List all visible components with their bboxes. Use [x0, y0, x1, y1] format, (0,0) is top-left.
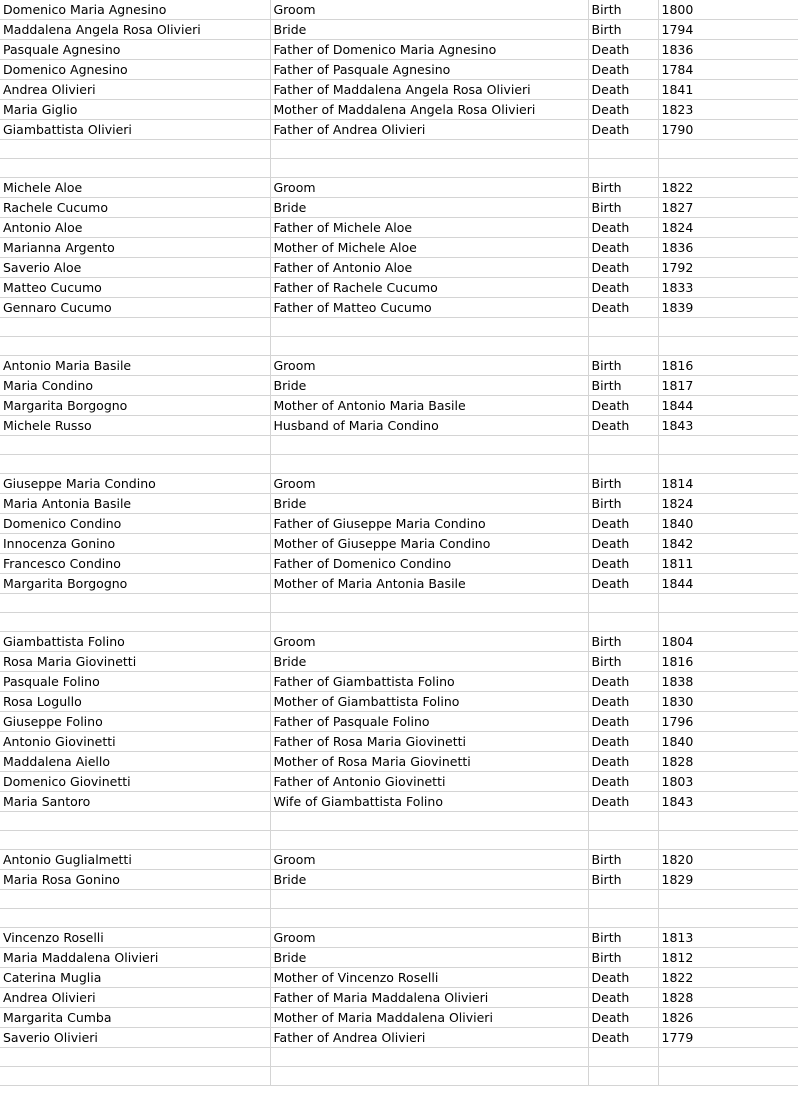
- name-cell[interactable]: Maria Giglio: [0, 100, 270, 120]
- event-cell[interactable]: Death: [588, 732, 658, 752]
- name-cell[interactable]: [0, 140, 270, 159]
- relation-cell[interactable]: Groom: [270, 632, 588, 652]
- table-row: [0, 1048, 798, 1067]
- name-cell[interactable]: Maria Maddalena Olivieri: [0, 948, 270, 968]
- event-cell[interactable]: Birth: [588, 632, 658, 652]
- relation-cell[interactable]: Father of Andrea Olivieri: [270, 120, 588, 140]
- relation-cell[interactable]: [270, 140, 588, 159]
- event-cell[interactable]: Death: [588, 534, 658, 554]
- table-row: [0, 792, 798, 812]
- year-cell[interactable]: 1826: [658, 1008, 798, 1028]
- name-cell[interactable]: Innocenza Gonino: [0, 534, 270, 554]
- year-cell[interactable]: 1841: [658, 80, 798, 100]
- table-row: [0, 928, 798, 948]
- relation-cell[interactable]: Father of Giambattista Folino: [270, 672, 588, 692]
- table-row: [0, 870, 798, 890]
- event-cell[interactable]: [588, 337, 658, 356]
- event-cell[interactable]: Death: [588, 988, 658, 1008]
- name-cell[interactable]: [0, 890, 270, 909]
- relation-cell[interactable]: Groom: [270, 850, 588, 870]
- year-cell[interactable]: 1844: [658, 396, 798, 416]
- year-cell[interactable]: 1843: [658, 792, 798, 812]
- name-cell[interactable]: Margarita Borgogno: [0, 574, 270, 594]
- table-row: [0, 812, 798, 831]
- relation-cell[interactable]: [270, 909, 588, 928]
- year-cell[interactable]: 1823: [658, 100, 798, 120]
- table-row: [0, 594, 798, 613]
- table-row: [0, 337, 798, 356]
- name-cell[interactable]: Maria Santoro: [0, 792, 270, 812]
- year-cell[interactable]: [658, 337, 798, 356]
- relation-cell[interactable]: Father of Rosa Maria Giovinetti: [270, 732, 588, 752]
- table-row: [0, 140, 798, 159]
- table-row: [0, 318, 798, 337]
- year-cell[interactable]: [658, 159, 798, 178]
- year-cell[interactable]: [658, 318, 798, 337]
- relation-cell[interactable]: Bride: [270, 494, 588, 514]
- name-cell[interactable]: Margarita Borgogno: [0, 396, 270, 416]
- relation-cell[interactable]: Mother of Giuseppe Maria Condino: [270, 534, 588, 554]
- name-cell[interactable]: Michele Aloe: [0, 178, 270, 198]
- year-cell[interactable]: 1822: [658, 968, 798, 988]
- event-cell[interactable]: Birth: [588, 0, 658, 20]
- name-cell[interactable]: [0, 909, 270, 928]
- year-cell[interactable]: 1800: [658, 0, 798, 20]
- table-row: [0, 890, 798, 909]
- name-cell[interactable]: Giuseppe Maria Condino: [0, 474, 270, 494]
- name-cell[interactable]: Rosa Maria Giovinetti: [0, 652, 270, 672]
- year-cell[interactable]: 1830: [658, 692, 798, 712]
- event-cell[interactable]: Death: [588, 238, 658, 258]
- year-cell[interactable]: 1811: [658, 554, 798, 574]
- name-cell[interactable]: Caterina Muglia: [0, 968, 270, 988]
- event-cell[interactable]: Death: [588, 1008, 658, 1028]
- year-cell[interactable]: 1838: [658, 672, 798, 692]
- relation-cell[interactable]: Father of Michele Aloe: [270, 218, 588, 238]
- event-cell[interactable]: [588, 594, 658, 613]
- table-row: [0, 1008, 798, 1028]
- relation-cell[interactable]: Groom: [270, 928, 588, 948]
- table-row: [0, 60, 798, 80]
- year-cell[interactable]: 1820: [658, 850, 798, 870]
- year-cell[interactable]: 1833: [658, 278, 798, 298]
- relation-cell[interactable]: Father of Antonio Aloe: [270, 258, 588, 278]
- name-cell[interactable]: Giuseppe Folino: [0, 712, 270, 732]
- relation-cell[interactable]: Father of Andrea Olivieri: [270, 1028, 588, 1048]
- event-cell[interactable]: [588, 1067, 658, 1086]
- table-row: [0, 1067, 798, 1086]
- relation-cell[interactable]: [270, 594, 588, 613]
- event-cell[interactable]: Death: [588, 1028, 658, 1048]
- year-cell[interactable]: [658, 1048, 798, 1067]
- event-cell[interactable]: [588, 812, 658, 831]
- year-cell[interactable]: [658, 909, 798, 928]
- name-cell[interactable]: Saverio Olivieri: [0, 1028, 270, 1048]
- relation-cell[interactable]: Husband of Maria Condino: [270, 416, 588, 436]
- relation-cell[interactable]: Father of Giuseppe Maria Condino: [270, 514, 588, 534]
- relation-cell[interactable]: Mother of Michele Aloe: [270, 238, 588, 258]
- table-row: [0, 831, 798, 850]
- event-cell[interactable]: Birth: [588, 178, 658, 198]
- year-cell[interactable]: 1817: [658, 376, 798, 396]
- year-cell[interactable]: 1804: [658, 632, 798, 652]
- event-cell[interactable]: Birth: [588, 850, 658, 870]
- name-cell[interactable]: Saverio Aloe: [0, 258, 270, 278]
- event-cell[interactable]: [588, 140, 658, 159]
- year-cell[interactable]: [658, 812, 798, 831]
- table-row: [0, 574, 798, 594]
- event-cell[interactable]: Death: [588, 752, 658, 772]
- event-cell[interactable]: Death: [588, 692, 658, 712]
- year-cell[interactable]: 1828: [658, 752, 798, 772]
- year-cell[interactable]: 1839: [658, 298, 798, 318]
- table-row: [0, 1028, 798, 1048]
- event-cell[interactable]: [588, 455, 658, 474]
- table-row: [0, 159, 798, 178]
- table-row: [0, 988, 798, 1008]
- event-cell[interactable]: Death: [588, 100, 658, 120]
- table-row: [0, 178, 798, 198]
- relation-cell[interactable]: [270, 337, 588, 356]
- table-row: [0, 40, 798, 60]
- year-cell[interactable]: 1822: [658, 178, 798, 198]
- event-cell[interactable]: Death: [588, 792, 658, 812]
- table-row: [0, 298, 798, 318]
- relation-cell[interactable]: [270, 318, 588, 337]
- relation-cell[interactable]: Mother of Maddalena Angela Rosa Olivieri: [270, 100, 588, 120]
- event-cell[interactable]: Death: [588, 40, 658, 60]
- name-cell[interactable]: Gennaro Cucumo: [0, 298, 270, 318]
- table-row: [0, 100, 798, 120]
- year-cell[interactable]: [658, 455, 798, 474]
- table-row: [0, 376, 798, 396]
- table-row: [0, 652, 798, 672]
- relation-cell[interactable]: Bride: [270, 948, 588, 968]
- name-cell[interactable]: Giambattista Olivieri: [0, 120, 270, 140]
- table-row: [0, 356, 798, 376]
- event-cell[interactable]: Death: [588, 772, 658, 792]
- relation-cell[interactable]: Bride: [270, 20, 588, 40]
- year-cell[interactable]: 1840: [658, 514, 798, 534]
- relation-cell[interactable]: Father of Antonio Giovinetti: [270, 772, 588, 792]
- relation-cell[interactable]: [270, 613, 588, 632]
- event-cell[interactable]: [588, 318, 658, 337]
- name-cell[interactable]: [0, 159, 270, 178]
- name-cell[interactable]: Rosa Logullo: [0, 692, 270, 712]
- relation-cell[interactable]: Father of Domenico Maria Agnesino: [270, 40, 588, 60]
- name-cell[interactable]: Maria Rosa Gonino: [0, 870, 270, 890]
- event-cell[interactable]: Death: [588, 278, 658, 298]
- name-cell[interactable]: Margarita Cumba: [0, 1008, 270, 1028]
- table-row: [0, 712, 798, 732]
- name-cell[interactable]: Domenico Giovinetti: [0, 772, 270, 792]
- year-cell[interactable]: [658, 831, 798, 850]
- year-cell[interactable]: [658, 613, 798, 632]
- event-cell[interactable]: Death: [588, 120, 658, 140]
- table-row: [0, 554, 798, 574]
- name-cell[interactable]: Domenico Condino: [0, 514, 270, 534]
- year-cell[interactable]: 1827: [658, 198, 798, 218]
- year-cell[interactable]: 1814: [658, 474, 798, 494]
- relation-cell[interactable]: Father of Matteo Cucumo: [270, 298, 588, 318]
- event-cell[interactable]: Birth: [588, 928, 658, 948]
- event-cell[interactable]: [588, 909, 658, 928]
- table-row: [0, 20, 798, 40]
- name-cell[interactable]: [0, 1067, 270, 1086]
- event-cell[interactable]: Birth: [588, 376, 658, 396]
- event-cell[interactable]: Death: [588, 396, 658, 416]
- name-cell[interactable]: Michele Russo: [0, 416, 270, 436]
- relation-cell[interactable]: Mother of Antonio Maria Basile: [270, 396, 588, 416]
- relation-cell[interactable]: Mother of Maria Antonia Basile: [270, 574, 588, 594]
- relation-cell[interactable]: [270, 890, 588, 909]
- year-cell[interactable]: [658, 890, 798, 909]
- name-cell[interactable]: [0, 436, 270, 455]
- table-row: [0, 120, 798, 140]
- name-cell[interactable]: Antonio Maria Basile: [0, 356, 270, 376]
- event-cell[interactable]: [588, 159, 658, 178]
- table-row: [0, 455, 798, 474]
- event-cell[interactable]: Death: [588, 80, 658, 100]
- name-cell[interactable]: Vincenzo Roselli: [0, 928, 270, 948]
- relation-cell[interactable]: Father of Rachele Cucumo: [270, 278, 588, 298]
- name-cell[interactable]: Domenico Agnesino: [0, 60, 270, 80]
- name-cell[interactable]: [0, 613, 270, 632]
- relation-cell[interactable]: [270, 831, 588, 850]
- year-cell[interactable]: [658, 436, 798, 455]
- name-cell[interactable]: Maria Antonia Basile: [0, 494, 270, 514]
- table-row: [0, 968, 798, 988]
- table-row: [0, 772, 798, 792]
- name-cell[interactable]: [0, 1048, 270, 1067]
- name-cell[interactable]: Maria Condino: [0, 376, 270, 396]
- year-cell[interactable]: 1843: [658, 416, 798, 436]
- event-cell[interactable]: Birth: [588, 948, 658, 968]
- year-cell[interactable]: 1836: [658, 238, 798, 258]
- relation-cell[interactable]: [270, 1048, 588, 1067]
- event-cell[interactable]: Death: [588, 554, 658, 574]
- relation-cell[interactable]: Groom: [270, 356, 588, 376]
- table-row: [0, 278, 798, 298]
- year-cell[interactable]: 1824: [658, 494, 798, 514]
- year-cell[interactable]: 1824: [658, 218, 798, 238]
- relation-cell[interactable]: Groom: [270, 178, 588, 198]
- relation-cell[interactable]: Father of Pasquale Agnesino: [270, 60, 588, 80]
- relation-cell[interactable]: [270, 159, 588, 178]
- name-cell[interactable]: [0, 455, 270, 474]
- table-row: [0, 218, 798, 238]
- event-cell[interactable]: Death: [588, 218, 658, 238]
- name-cell[interactable]: Andrea Olivieri: [0, 988, 270, 1008]
- event-cell[interactable]: [588, 831, 658, 850]
- relation-cell[interactable]: Bride: [270, 198, 588, 218]
- year-cell[interactable]: 1829: [658, 870, 798, 890]
- relation-cell[interactable]: Mother of Vincenzo Roselli: [270, 968, 588, 988]
- relation-cell[interactable]: Bride: [270, 652, 588, 672]
- event-cell[interactable]: Death: [588, 574, 658, 594]
- name-cell[interactable]: Andrea Olivieri: [0, 80, 270, 100]
- relation-cell[interactable]: Father of Maddalena Angela Rosa Olivieri: [270, 80, 588, 100]
- year-cell[interactable]: 1842: [658, 534, 798, 554]
- event-cell[interactable]: [588, 613, 658, 632]
- table-row: [0, 474, 798, 494]
- relation-cell[interactable]: [270, 1067, 588, 1086]
- event-cell[interactable]: Death: [588, 514, 658, 534]
- year-cell[interactable]: 1796: [658, 712, 798, 732]
- table-row: [0, 948, 798, 968]
- relation-cell[interactable]: [270, 436, 588, 455]
- table-row: [0, 80, 798, 100]
- relation-cell[interactable]: [270, 455, 588, 474]
- name-cell[interactable]: [0, 594, 270, 613]
- event-cell[interactable]: Birth: [588, 356, 658, 376]
- name-cell[interactable]: Antonio Giovinetti: [0, 732, 270, 752]
- year-cell[interactable]: 1816: [658, 356, 798, 376]
- event-cell[interactable]: Death: [588, 60, 658, 80]
- year-cell[interactable]: 1790: [658, 120, 798, 140]
- year-cell[interactable]: [658, 1067, 798, 1086]
- year-cell[interactable]: 1836: [658, 40, 798, 60]
- name-cell[interactable]: Antonio Aloe: [0, 218, 270, 238]
- year-cell[interactable]: 1844: [658, 574, 798, 594]
- relation-cell[interactable]: Father of Domenico Condino: [270, 554, 588, 574]
- year-cell[interactable]: [658, 140, 798, 159]
- table-row: [0, 752, 798, 772]
- event-cell[interactable]: Birth: [588, 870, 658, 890]
- name-cell[interactable]: [0, 318, 270, 337]
- table-row: [0, 534, 798, 554]
- table-row: [0, 692, 798, 712]
- year-cell[interactable]: 1784: [658, 60, 798, 80]
- event-cell[interactable]: Birth: [588, 198, 658, 218]
- relation-cell[interactable]: Groom: [270, 0, 588, 20]
- year-cell[interactable]: 1792: [658, 258, 798, 278]
- name-cell[interactable]: Matteo Cucumo: [0, 278, 270, 298]
- event-cell[interactable]: Death: [588, 416, 658, 436]
- event-cell[interactable]: Death: [588, 258, 658, 278]
- event-cell[interactable]: Birth: [588, 494, 658, 514]
- table-row: [0, 613, 798, 632]
- table-row: [0, 0, 798, 20]
- name-cell[interactable]: [0, 337, 270, 356]
- name-cell[interactable]: [0, 831, 270, 850]
- name-cell[interactable]: Antonio Guglialmetti: [0, 850, 270, 870]
- event-cell[interactable]: [588, 436, 658, 455]
- table-row: [0, 672, 798, 692]
- year-cell[interactable]: 1794: [658, 20, 798, 40]
- event-cell[interactable]: [588, 1048, 658, 1067]
- year-cell[interactable]: 1840: [658, 732, 798, 752]
- name-cell[interactable]: Rachele Cucumo: [0, 198, 270, 218]
- event-cell[interactable]: Death: [588, 968, 658, 988]
- table-row: [0, 198, 798, 218]
- year-cell[interactable]: 1803: [658, 772, 798, 792]
- name-cell[interactable]: Giambattista Folino: [0, 632, 270, 652]
- year-cell[interactable]: 1812: [658, 948, 798, 968]
- table-row: [0, 238, 798, 258]
- table-row: [0, 416, 798, 436]
- name-cell[interactable]: Maddalena Angela Rosa Olivieri: [0, 20, 270, 40]
- table-row: [0, 732, 798, 752]
- name-cell[interactable]: Francesco Condino: [0, 554, 270, 574]
- name-cell[interactable]: Marianna Argento: [0, 238, 270, 258]
- table-row: [0, 909, 798, 928]
- table-row: [0, 494, 798, 514]
- table-row: [0, 436, 798, 455]
- year-cell[interactable]: 1816: [658, 652, 798, 672]
- relation-cell[interactable]: [270, 812, 588, 831]
- table-row: [0, 258, 798, 278]
- year-cell[interactable]: [658, 594, 798, 613]
- event-cell[interactable]: [588, 890, 658, 909]
- table-row: [0, 396, 798, 416]
- relation-cell[interactable]: Father of Pasquale Folino: [270, 712, 588, 732]
- relation-cell[interactable]: Wife of Giambattista Folino: [270, 792, 588, 812]
- event-cell[interactable]: Death: [588, 298, 658, 318]
- relation-cell[interactable]: Mother of Maria Maddalena Olivieri: [270, 1008, 588, 1028]
- relation-cell[interactable]: Groom: [270, 474, 588, 494]
- table-row: [0, 850, 798, 870]
- name-cell[interactable]: Maddalena Aiello: [0, 752, 270, 772]
- year-cell[interactable]: 1828: [658, 988, 798, 1008]
- name-cell[interactable]: Domenico Maria Agnesino: [0, 0, 270, 20]
- table-row: [0, 514, 798, 534]
- relation-cell[interactable]: Mother of Giambattista Folino: [270, 692, 588, 712]
- relation-cell[interactable]: Bride: [270, 870, 588, 890]
- year-cell[interactable]: 1779: [658, 1028, 798, 1048]
- year-cell[interactable]: 1813: [658, 928, 798, 948]
- name-cell[interactable]: Pasquale Folino: [0, 672, 270, 692]
- table-row: [0, 632, 798, 652]
- event-cell[interactable]: Birth: [588, 652, 658, 672]
- name-cell[interactable]: Pasquale Agnesino: [0, 40, 270, 60]
- name-cell[interactable]: [0, 812, 270, 831]
- event-cell[interactable]: Birth: [588, 20, 658, 40]
- event-cell[interactable]: Death: [588, 712, 658, 732]
- event-cell[interactable]: Death: [588, 672, 658, 692]
- relation-cell[interactable]: Mother of Rosa Maria Giovinetti: [270, 752, 588, 772]
- event-cell[interactable]: Birth: [588, 474, 658, 494]
- relation-cell[interactable]: Bride: [270, 376, 588, 396]
- relation-cell[interactable]: Father of Maria Maddalena Olivieri: [270, 988, 588, 1008]
